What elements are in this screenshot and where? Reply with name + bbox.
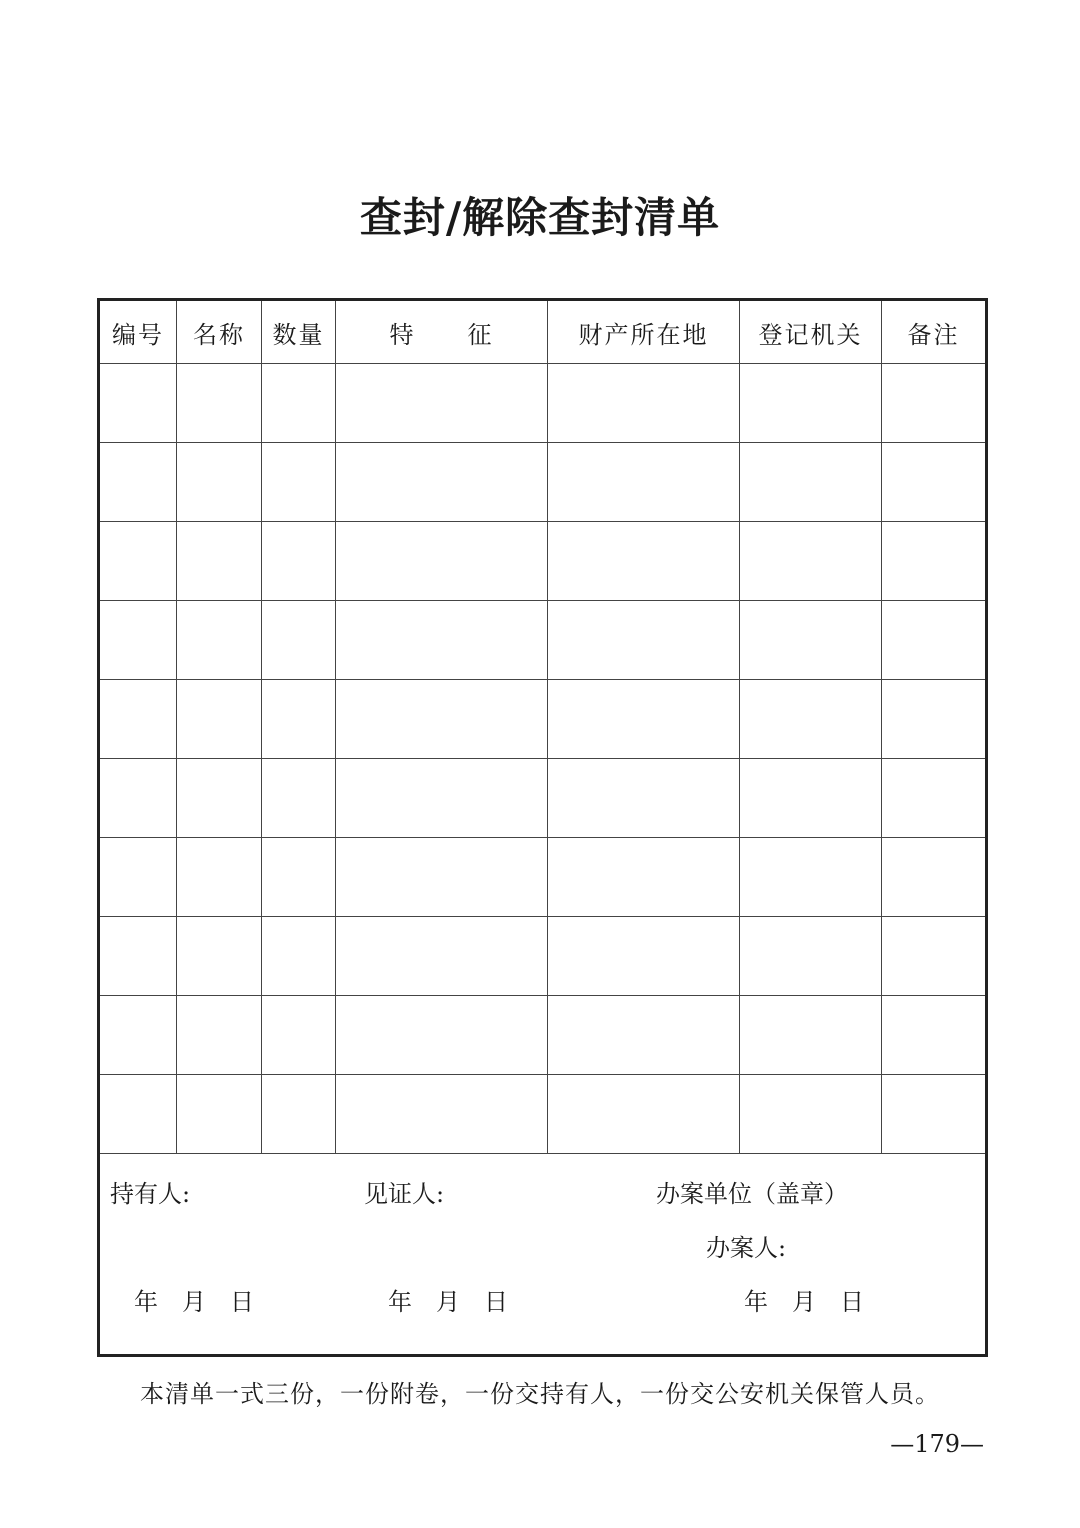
footnote: 本清单一式三份，一份附卷，一份交持有人，一份交公安机关保管人员。 [140, 1380, 940, 1408]
table-cell[interactable] [882, 601, 987, 680]
header-quantity: 数量 [262, 300, 336, 364]
table-cell[interactable] [740, 759, 882, 838]
handler-label: 办案人: [706, 1234, 787, 1262]
seizure-list-table [97, 298, 988, 1357]
table-cell[interactable] [882, 522, 987, 601]
table-cell[interactable] [336, 364, 548, 443]
table-cell[interactable] [336, 759, 548, 838]
table-cell[interactable] [262, 838, 336, 917]
document-title: 查封/解除查封清单 [359, 193, 721, 242]
table-cell[interactable] [336, 680, 548, 759]
page-number: —179— [890, 1430, 984, 1458]
table-cell[interactable] [99, 1075, 177, 1154]
header-registration-authority: 登记机关 [740, 300, 882, 364]
table-cell[interactable] [740, 364, 882, 443]
table-row [99, 1075, 987, 1154]
table-cell[interactable] [177, 996, 262, 1075]
table-row [99, 917, 987, 996]
table-cell[interactable] [99, 680, 177, 759]
table-cell[interactable] [336, 1075, 548, 1154]
table-cell[interactable] [177, 838, 262, 917]
table-cell[interactable] [740, 917, 882, 996]
table-cell[interactable] [262, 996, 336, 1075]
table-cell[interactable] [99, 838, 177, 917]
table-cell[interactable] [548, 443, 740, 522]
table-cell[interactable] [336, 522, 548, 601]
table-cell[interactable] [99, 364, 177, 443]
witness-date: 年 月 日 [388, 1288, 508, 1316]
table-cell[interactable] [882, 759, 987, 838]
table-cell[interactable] [740, 680, 882, 759]
table-cell[interactable] [882, 996, 987, 1075]
table-row [99, 759, 987, 838]
table-cell[interactable] [177, 601, 262, 680]
table-cell[interactable] [548, 759, 740, 838]
witness-label: 见证人: [364, 1180, 445, 1208]
table-cell[interactable] [882, 364, 987, 443]
table-cell[interactable] [177, 522, 262, 601]
table-cell[interactable] [99, 443, 177, 522]
table-cell[interactable] [740, 996, 882, 1075]
table-cell[interactable] [336, 917, 548, 996]
table-cell[interactable] [548, 996, 740, 1075]
signature-section [99, 1154, 987, 1356]
table-cell[interactable] [99, 917, 177, 996]
table-cell[interactable] [882, 838, 987, 917]
table-cell[interactable] [262, 1075, 336, 1154]
table-row [99, 364, 987, 443]
table-cell[interactable] [882, 680, 987, 759]
table-cell[interactable] [262, 917, 336, 996]
table-cell[interactable] [740, 443, 882, 522]
table-cell[interactable] [548, 838, 740, 917]
table-cell[interactable] [336, 996, 548, 1075]
table-cell[interactable] [177, 759, 262, 838]
table-cell[interactable] [740, 1075, 882, 1154]
table-cell[interactable] [336, 443, 548, 522]
header-property-location: 财产所在地 [548, 300, 740, 364]
table-cell[interactable] [740, 522, 882, 601]
table-cell[interactable] [548, 917, 740, 996]
table-cell[interactable] [882, 443, 987, 522]
table-cell[interactable] [740, 838, 882, 917]
holder-date: 年 月 日 [134, 1288, 254, 1316]
table-cell[interactable] [882, 917, 987, 996]
table-cell[interactable] [548, 364, 740, 443]
table-cell[interactable] [548, 601, 740, 680]
table-cell[interactable] [336, 838, 548, 917]
table-row [99, 838, 987, 917]
table-row [99, 601, 987, 680]
table-cell[interactable] [177, 917, 262, 996]
handling-unit-label: 办案单位（盖章） [656, 1180, 848, 1208]
table-row [99, 522, 987, 601]
table-cell[interactable] [548, 1075, 740, 1154]
table-row [99, 680, 987, 759]
table-cell[interactable] [177, 443, 262, 522]
table-cell[interactable] [99, 996, 177, 1075]
table-row [99, 996, 987, 1075]
header-name: 名称 [177, 300, 262, 364]
table-cell[interactable] [336, 601, 548, 680]
table-cell[interactable] [882, 1075, 987, 1154]
table-cell[interactable] [262, 680, 336, 759]
handling-unit-date: 年 月 日 [744, 1288, 864, 1316]
header-row [99, 300, 987, 364]
table-cell[interactable] [262, 443, 336, 522]
table-cell[interactable] [548, 680, 740, 759]
table-cell[interactable] [177, 1075, 262, 1154]
table-cell[interactable] [548, 522, 740, 601]
table-row [99, 443, 987, 522]
table-cell[interactable] [262, 601, 336, 680]
table-cell[interactable] [177, 680, 262, 759]
table-cell[interactable] [177, 364, 262, 443]
table-cell[interactable] [262, 759, 336, 838]
table-cell[interactable] [99, 601, 177, 680]
table-cell[interactable] [262, 364, 336, 443]
header-number: 编号 [99, 300, 177, 364]
table-cell[interactable] [262, 522, 336, 601]
table-cell[interactable] [99, 759, 177, 838]
table-cell[interactable] [740, 601, 882, 680]
table-cell[interactable] [99, 522, 177, 601]
holder-label: 持有人: [110, 1180, 191, 1208]
header-remarks: 备注 [882, 300, 987, 364]
header-features: 特 征 [336, 300, 548, 364]
